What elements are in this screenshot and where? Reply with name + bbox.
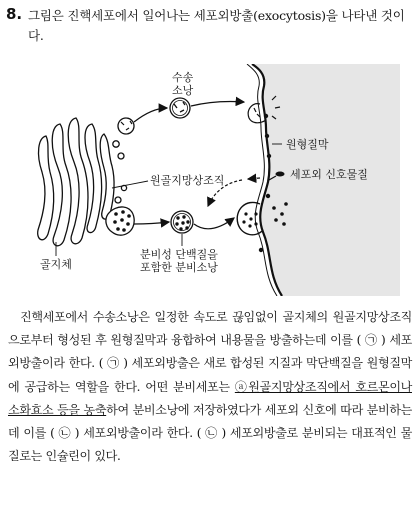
label-transport-vesicle: 수송 소낭 [172, 71, 194, 97]
golgi-secretory-bud [106, 207, 134, 235]
arrow-secretory-to-membrane [194, 218, 234, 229]
passage-part-1: 진핵세포에서 수송소낭은 일정한 속도로 끊임없이 골지체의 원골지망상조직으로부터 형성된 후 원형질막과 융합하여 내용물을 방출하는데 이를 ( ㉠ ) 세포외방출이라 한다. ( ㉠ ) 세포외방출은 새로 합성된 지질과 막단백질을 원형질막에 공급하는 역할을 한다. 어떤 분비세포는 [8, 310, 412, 394]
exocytosis-figure [20, 64, 400, 296]
question-text: 그림은 진핵세포에서 일어나는 세포외방출(exocytosis)을 나타낸 것이다. [28, 8, 405, 43]
arrow-golgi-to-secretory [134, 222, 169, 224]
label-signal-molecule: 세포외 신호물질 [290, 168, 368, 181]
question-number: 8. [6, 5, 23, 23]
passage-part-2: 하여 분비소낭에 저장하였다가 세포외 신호에 따라 분비하는데 이를 ( ㉡ ) 세포외방출이라 한다. ( ㉡ ) 세포외방출로 분비되는 대표적인 물질로는 인슐린이 있다. [8, 402, 412, 464]
passage-underlined-a: ⓐ원골지망상조직에서 호르몬이나 소화효소 등을 농축 [8, 379, 412, 417]
label-golgi: 골지체 [40, 258, 72, 271]
arrow-transport-to-membrane [191, 102, 244, 107]
transport-vesicle [170, 98, 190, 118]
label-plasma-membrane: 원형질막 [286, 138, 329, 151]
label-secretory-vesicle: 분비성 단백질을 포함한 분비소낭 [140, 248, 218, 274]
budding-vesicle [118, 118, 134, 134]
secretory-vesicle [171, 211, 193, 233]
arrow-signal-in [248, 178, 260, 179]
label-trans-golgi: 원골지망상조직 [150, 174, 225, 187]
arrow-golgi-to-transport [134, 108, 167, 122]
passage-text [8, 306, 412, 468]
